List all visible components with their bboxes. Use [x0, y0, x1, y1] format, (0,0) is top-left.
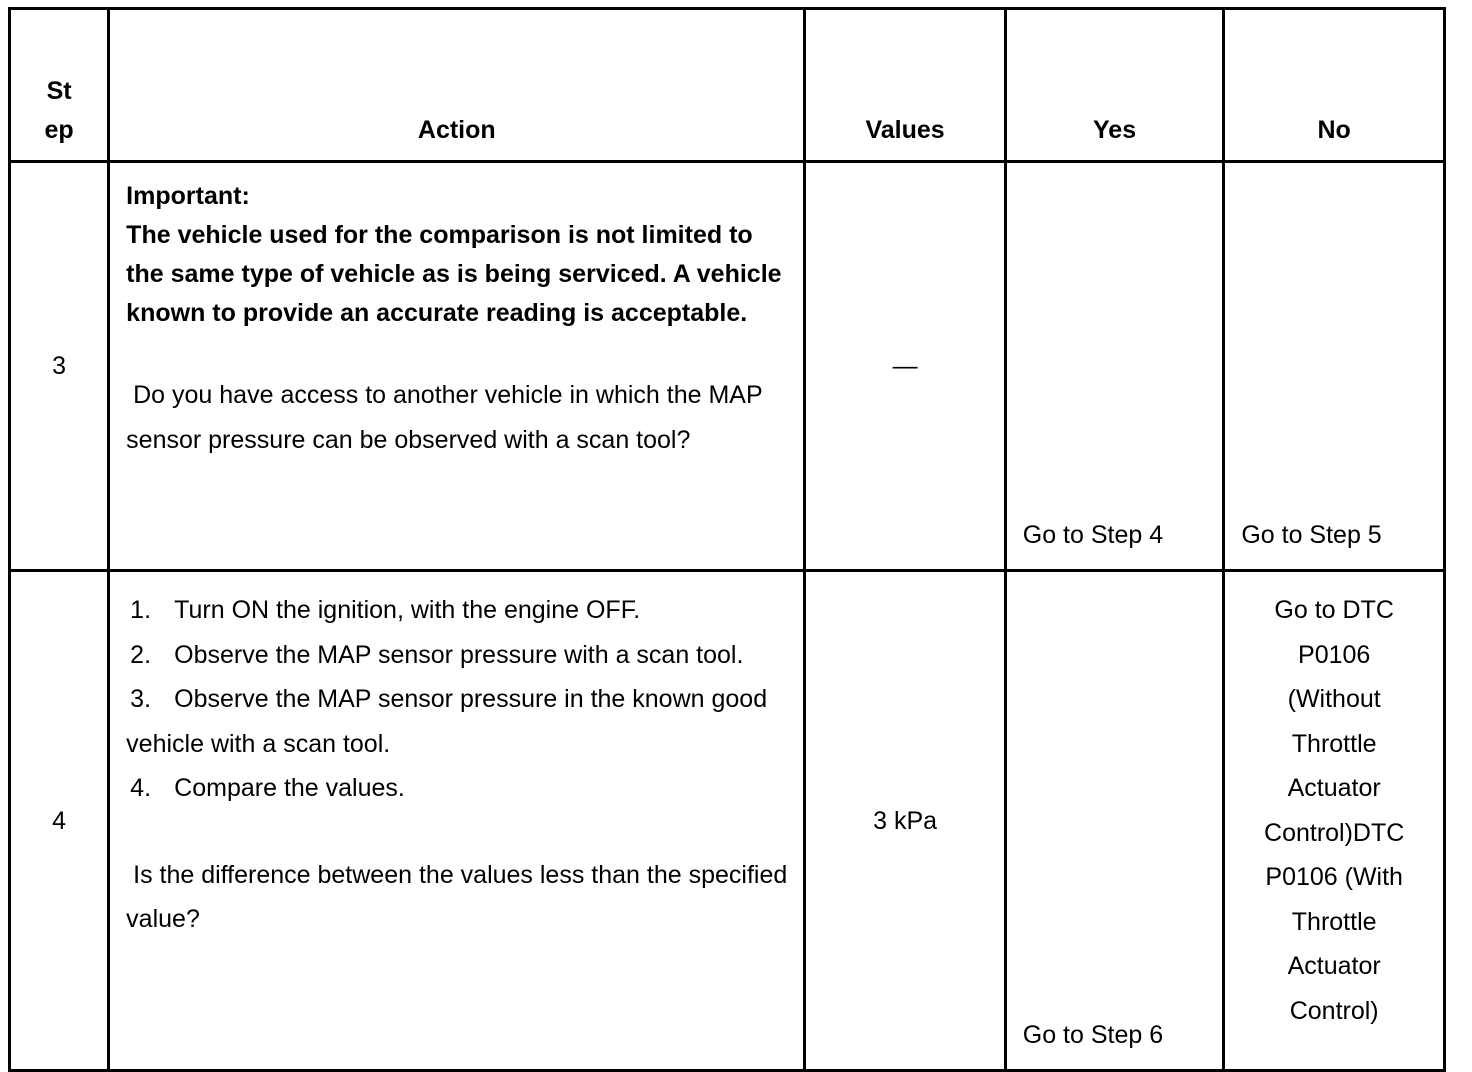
step-list — [126, 588, 793, 811]
action-cell — [109, 162, 805, 571]
header-yes: Yes — [1005, 9, 1224, 162]
list-item: 1. Turn ON the ignition, with the engine OFF. — [130, 596, 641, 624]
question-text: Is the difference between the values less than the specified value? — [126, 860, 788, 933]
list-item: 3. Observe the MAP sensor pressure in the known good vehicle with a scan tool. — [126, 685, 768, 758]
values-cell: 3 kPa — [805, 571, 1005, 1071]
values-cell: — — [805, 162, 1005, 571]
important-note — [126, 177, 793, 333]
list-item: 4. Compare the values. — [130, 774, 405, 802]
table-row — [10, 162, 1445, 571]
step-number: 4 — [10, 571, 109, 1071]
diagnostic-table — [8, 7, 1446, 1072]
no-cell-text: Go to DTC P0106 (Without Throttle Actuator Control)DTC P0106 (With Throttle Actuator Control) — [1264, 596, 1405, 1025]
no-cell: Go to Step 5 — [1224, 162, 1445, 571]
yes-cell: Go to Step 4 — [1005, 162, 1224, 571]
table-row — [10, 571, 1445, 1071]
no-cell — [1224, 571, 1445, 1071]
yes-cell: Go to Step 6 — [1005, 571, 1224, 1071]
question-text: Do you have access to another vehicle in which the MAP sensor pressure can be observed with a scan tool? — [126, 381, 763, 454]
header-row — [10, 9, 1445, 162]
action-cell — [109, 571, 805, 1071]
step-number: 3 — [10, 162, 109, 571]
header-values: Values — [805, 9, 1005, 162]
header-no: No — [1224, 9, 1445, 162]
list-item: 2. Observe the MAP sensor pressure with a scan tool. — [130, 640, 744, 669]
important-label: Important: — [126, 182, 250, 210]
header-step: St ep — [10, 9, 109, 162]
important-text: The vehicle used for the comparison is not limited to the same type of vehicle as is being serviced. A vehicle known to provide an accurate reading is acceptable. — [126, 221, 782, 327]
header-action: Action — [109, 9, 805, 162]
